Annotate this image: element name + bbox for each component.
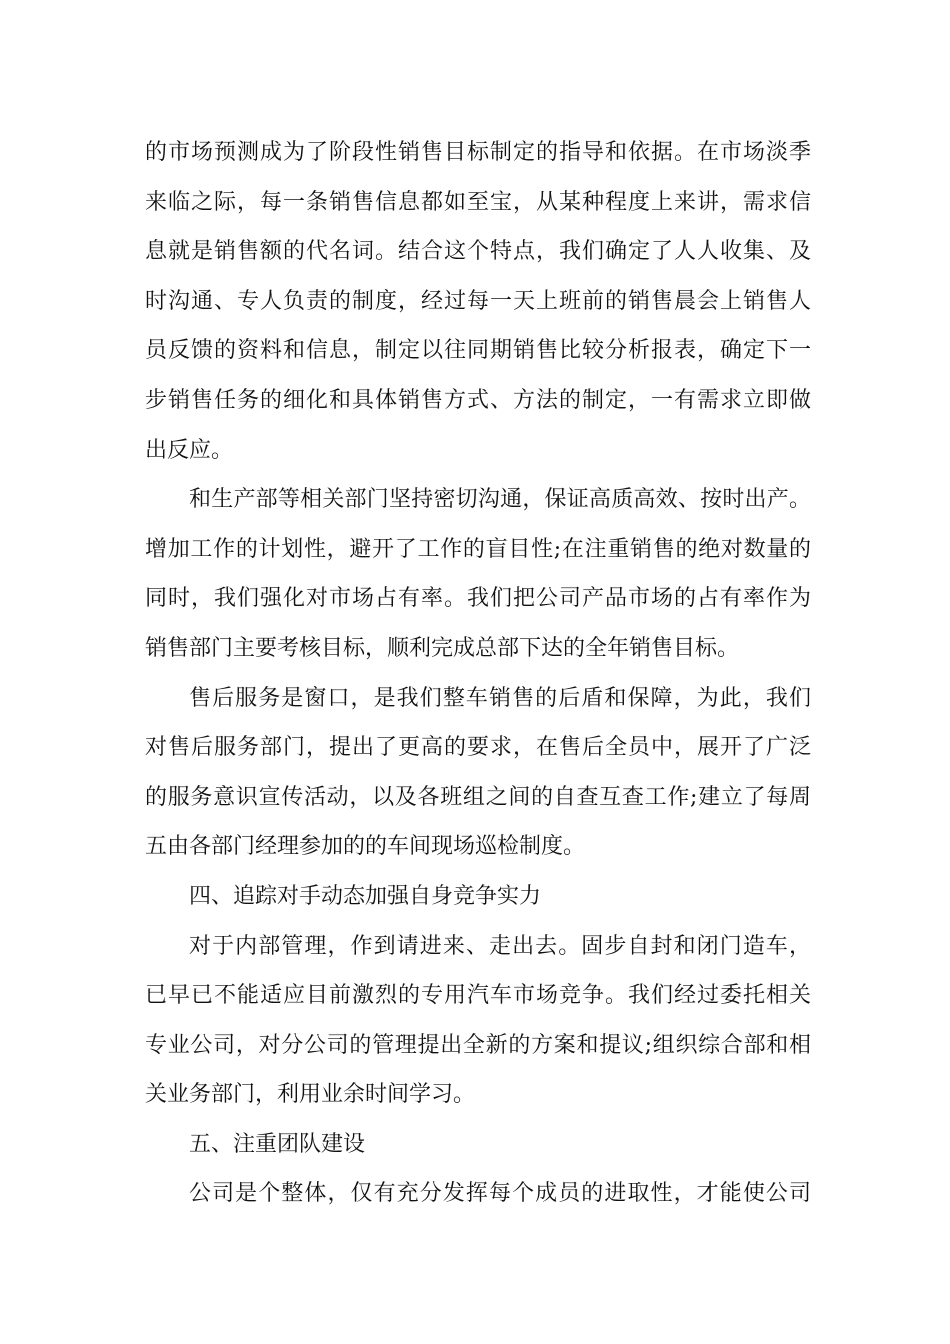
text-line: 增加工作的计划性，避开了工作的盲目性;在注重销售的绝对数量的 (145, 536, 811, 562)
text-line: 对售后服务部门，提出了更高的要求，在售后全员中，展开了广泛 (145, 735, 811, 761)
heading-line: 五、注重团队建设 (189, 1131, 366, 1157)
text-line: 息就是销售额的代名词。结合这个特点，我们确定了人人收集、及 (145, 239, 811, 265)
section-heading-team-building (145, 1120, 811, 1170)
paragraph-company-whole (145, 1169, 811, 1219)
text-line: 来临之际，每一条销售信息都如至宝，从某种程度上来讲，需求信 (145, 189, 811, 215)
text-line: 销售部门主要考核目标，顺利完成总部下达的全年销售目标。 (145, 635, 740, 661)
paragraph-internal-management (145, 922, 811, 1120)
text-line: 专业公司，对分公司的管理提出全新的方案和提议;组织综合部和相 (145, 1032, 811, 1058)
text-line: 时沟通、专人负责的制度，经过每一天上班前的销售晨会上销售人 (145, 288, 811, 314)
document-body (145, 128, 811, 1219)
text-line: 的市场预测成为了阶段性销售目标制定的指导和依据。在市场淡季 (145, 140, 811, 165)
text-line: 售后服务是窗口，是我们整车销售的后盾和保障，为此，我们 (189, 685, 811, 711)
paragraph-after-sales-service (145, 674, 811, 872)
text-line: 同时，我们强化对市场占有率。我们把公司产品市场的占有率作为 (145, 586, 811, 612)
text-line: 步销售任务的细化和具体销售方式、方法的制定，一有需求立即做 (145, 387, 811, 413)
text-line: 的服务意识宣传活动，以及各班组之间的自查互查工作;建立了每周 (145, 784, 811, 810)
text-line: 五由各部门经理参加的的车间现场巡检制度。 (145, 834, 586, 860)
text-line: 对于内部管理，作到请进来、走出去。固步自封和闭门造车， (189, 933, 811, 959)
text-line: 出反应。 (145, 437, 234, 463)
text-line: 已早已不能适应目前激烈的专用汽车市场竞争。我们经过委托相关 (145, 983, 811, 1009)
text-line: 公司是个整体，仅有充分发挥每个成员的进取性，才能使公司 (189, 1181, 811, 1207)
text-line: 和生产部等相关部门坚持密切沟通，保证高质高效、按时出产。 (189, 487, 811, 513)
text-line: 关业务部门，利用业余时间学习。 (145, 1082, 476, 1108)
paragraph-production-communication (145, 475, 811, 673)
section-heading-competitor-tracking (145, 872, 811, 922)
paragraph-market-forecast (145, 128, 811, 475)
heading-line: 四、追踪对手动态加强自身竞争实力 (189, 883, 542, 909)
text-line: 员反馈的资料和信息，制定以往同期销售比较分析报表，确定下一 (145, 338, 811, 364)
